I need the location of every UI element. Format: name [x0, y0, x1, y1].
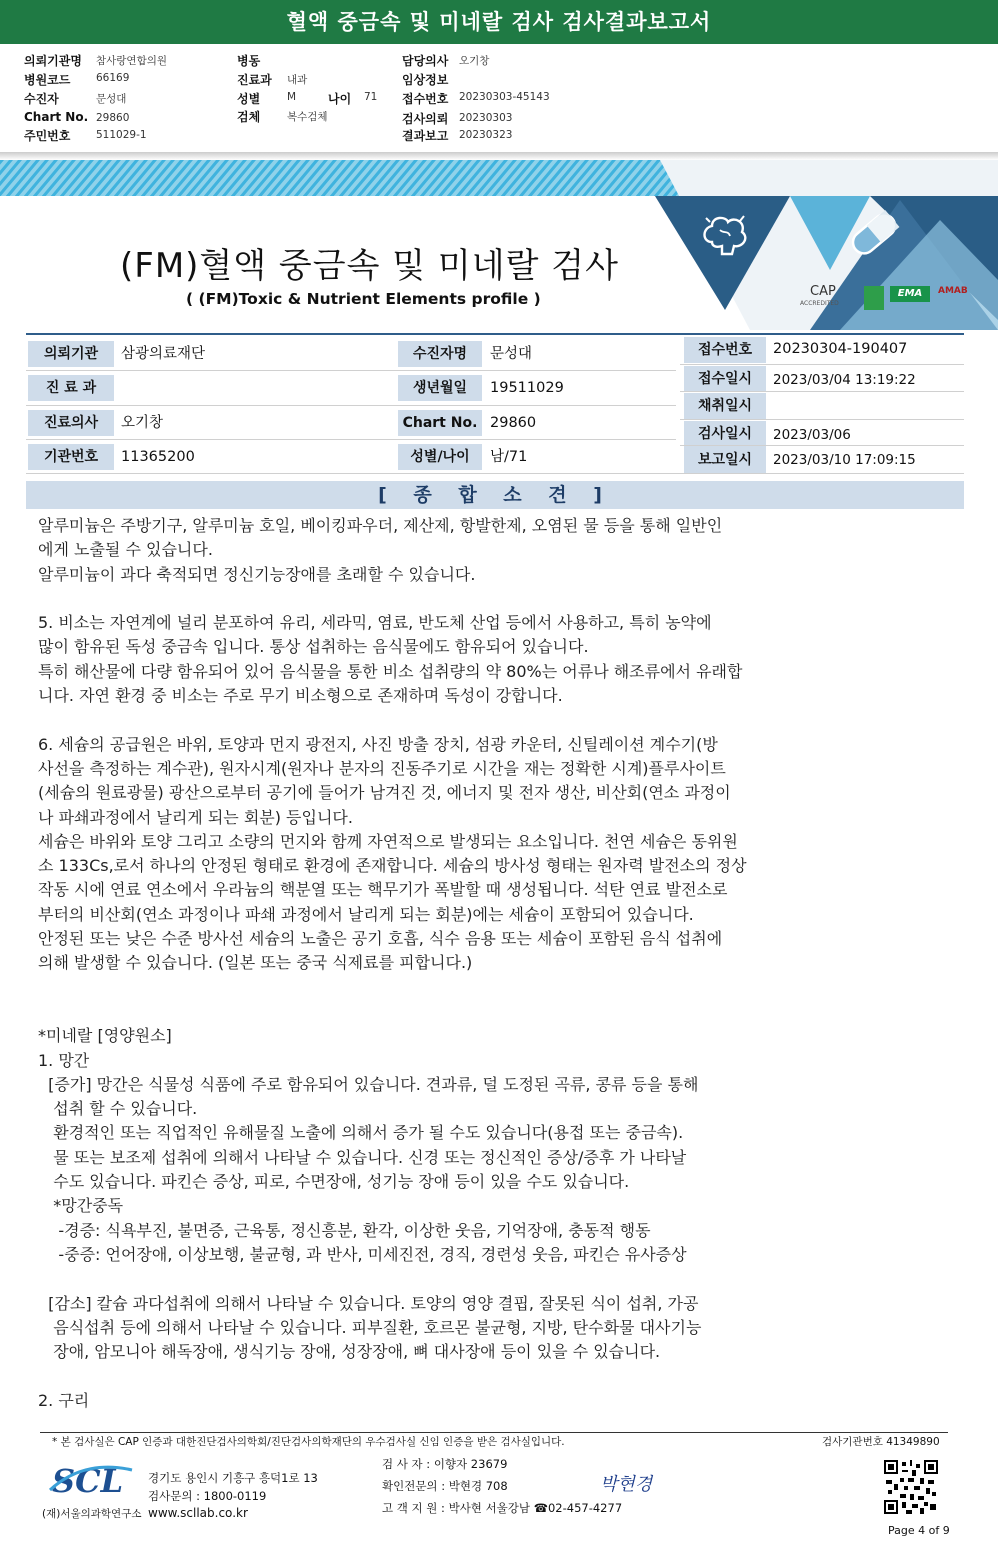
body-text-line: 소 133Cs,로서 하나의 안정된 형태로 환경에 존재합니다. 세슘의 방사성 형태는 원자력 발전소의 정상: [38, 856, 747, 876]
header-label: 임상정보: [402, 73, 449, 87]
scl-logo-swoosh: [46, 1460, 136, 1506]
header-divider-shadow: [0, 152, 998, 160]
ema-logo: EMA: [890, 286, 930, 302]
body-text-line: 물 또는 보조제 섭취에 의해서 나타날 수 있습니다. 신경 또는 정신적인 증상/증후 가 나타날: [38, 1147, 687, 1167]
row-divider: [26, 439, 676, 440]
footer-divider: [40, 1432, 948, 1433]
body-text-line: 안정된 또는 낮은 수준 방사선 세슘의 노출은 공기 호흡, 식수 음용 또는 세슘이 포함된 음식 섭취에: [38, 929, 723, 949]
body-text-line: 나 파쇄과정에서 날리게 되는 회분) 등입니다.: [38, 807, 353, 827]
header-label: 검사의뢰: [402, 112, 449, 126]
body-text-line: [38, 1000, 938, 1024]
info-value-patient: 문성대: [490, 346, 533, 362]
body-text-line: [증가] 망간은 식물성 식품에 주로 함유되어 있습니다. 견과류, 덜 도정된 곡류, 콩류 등을 통해: [38, 1074, 699, 1094]
specialist-signature: 박현경: [600, 1474, 653, 1495]
body-text-line: 세슘은 바위와 토양 그리고 소량의 먼지와 함께 자연적으로 발생되는 요소입니다. 천연 세슘은 동위원: [38, 831, 738, 851]
info-value-sex-age: 남/71: [490, 449, 528, 465]
header-label: 담당의사: [402, 54, 449, 68]
info-label-report-time: 보고일시: [684, 447, 766, 473]
report-top-banner: [0, 0, 998, 44]
header-value: 내과: [287, 74, 308, 86]
support-info: 고 객 지 원 : 박사현 서울강남 ☎02-457-4277: [382, 1501, 623, 1515]
body-text-line: -중증: 언어장애, 이상보행, 불균형, 과 반사, 미세진전, 경직, 경련성 웃음, 파킨슨 유사증상: [38, 1244, 687, 1264]
amab-logo: AMAB: [938, 286, 968, 296]
specialist-info: 확인전문의 : 박현경 708: [382, 1479, 508, 1493]
header-label: Chart No.: [24, 110, 89, 124]
info-label-test-date: 검사일시: [684, 421, 766, 447]
header-label: 진료과: [237, 73, 272, 87]
body-text-line: 수도 있습니다. 파킨슨 증상, 피로, 수면장애, 성기능 장애 등이 있을 수도 있습니다.: [38, 1172, 630, 1192]
header-value: 20230323: [459, 129, 513, 141]
body-text-line: [38, 1267, 938, 1291]
body-text-line: 환경적인 또는 직업적인 유해물질 노출에 의해서 증가 될 수도 있습니다(용접 또는 중금속).: [38, 1123, 684, 1143]
header-value: 참사랑연합의원: [96, 55, 168, 67]
header-value: 71: [364, 91, 378, 103]
lab-organization-name: (재)서울의과학연구소: [42, 1508, 142, 1520]
row-divider: [26, 473, 964, 474]
row-divider: [26, 405, 676, 406]
body-text-line: *미네랄 [영양원소]: [38, 1026, 172, 1046]
body-text-line: 에게 노출될 수 있습니다.: [38, 540, 213, 560]
header-value: M: [287, 91, 297, 103]
body-text-line: 섭취 할 수 있습니다.: [38, 1099, 198, 1119]
header-value: 복수검체: [287, 111, 328, 123]
capsule-icon: [844, 208, 904, 260]
body-text-line: 니다. 자연 환경 중 비소는 주로 무기 비소형으로 존재하며 독성이 강합니다.: [38, 686, 563, 706]
header-value: 오기창: [459, 55, 490, 67]
header-value: 20230303-45143: [459, 91, 550, 103]
header-label: 주민번호: [24, 129, 71, 143]
info-label-collection-time: 채취일시: [684, 393, 766, 419]
header-label: 검체: [237, 110, 261, 124]
body-text-line: [38, 1364, 938, 1388]
header-label: 나이: [328, 92, 352, 106]
body-text-line: 많이 함유된 독성 중금속 입니다. 통상 섭취하는 음식물에도 함유되어 있습니다.: [38, 637, 589, 657]
footer-certification-note: * 본 검사실은 CAP 인증과 대한진단검사의학회/진단검사의학재단의 우수검사실 신임 인증을 받은 검사실입니다.: [52, 1436, 565, 1448]
row-divider: [680, 391, 964, 392]
lab-website[interactable]: www.scllab.co.kr: [148, 1506, 248, 1520]
info-value-institution: 삼광의료재단: [121, 346, 206, 362]
requester-header: [0, 44, 998, 156]
body-text-line: 알루미늄은 주방기구, 알루미늄 호일, 베이킹파우더, 제산제, 항발한제, 오염된 물 등을 통해 일반인: [38, 516, 723, 535]
header-label: 결과보고: [402, 129, 449, 143]
body-text-line: 사선을 측정하는 계수관), 원자시계(원자나 분자의 진동주기로 시간을 재는 정확한 시계)플루사이트: [38, 758, 726, 778]
info-value-inst-number: 11365200: [121, 449, 195, 465]
header-value: 20230303: [459, 112, 513, 124]
info-label-inst-number: 기관번호: [28, 444, 114, 470]
report-top-title: 혈액 중금속 및 미네랄 검사 검사결과보고서: [286, 10, 712, 34]
body-text-line: 특히 해산물에 다량 함유되어 있어 음식물을 통한 비소 섭취량의 약 80%는 어류나 해조류에서 유래합: [38, 661, 743, 681]
header-value: 66169: [96, 72, 130, 84]
report-subtitle: ( (FM)Toxic & Nutrient Elements profile ): [186, 290, 541, 308]
row-divider: [680, 364, 964, 365]
body-text-line: -경증: 식욕부진, 불면증, 근육통, 정신흥분, 환각, 이상한 웃음, 기억장애, 충동적 행동: [38, 1220, 651, 1240]
header-label: 병원코드: [24, 73, 71, 87]
info-table-top-border: [26, 333, 964, 335]
info-label-physician: 진료의사: [28, 410, 114, 436]
info-value-report-time: 2023/03/10 17:09:15: [773, 452, 916, 468]
info-value-test-date: 2023/03/06: [773, 427, 851, 443]
lm-logo: [864, 286, 884, 310]
body-text-line: 6. 세슘의 공급원은 바위, 토양과 먼지 광전지, 사진 방출 장치, 섬광 카운터, 신틸레이션 계수기(방: [38, 734, 718, 754]
summary-body: [38, 514, 938, 1413]
body-text-line: 작동 시에 연료 연소에서 우라늄의 핵분열 또는 핵무기가 폭발할 때 생성됩니다. 석탄 연료 발전소로: [38, 880, 728, 900]
body-text-line: 의해 발생할 수 있습니다. (일본 또는 중국 식제료를 피합니다.): [38, 953, 473, 973]
lab-address: 경기도 용인시 기흥구 흥덕1로 13: [148, 1471, 318, 1485]
info-label-patient: 수진자명: [398, 341, 482, 367]
info-label-birthdate: 생년월일: [398, 375, 482, 401]
info-value-receipt-time: 2023/03/04 13:19:22: [773, 372, 916, 388]
row-divider: [680, 445, 964, 446]
info-label-receipt-time: 접수일시: [684, 366, 766, 392]
qr-code: [884, 1460, 938, 1514]
info-label-receipt-no: 접수번호: [684, 337, 766, 363]
body-text-line: 장애, 암모니아 해독장애, 생식기능 장애, 성장장애, 뼈 대사장애 등이 있을 수 있습니다.: [38, 1342, 661, 1362]
info-value-receipt-no: 20230304-190407: [773, 341, 908, 357]
body-text-line: [38, 587, 938, 611]
info-value-chart-no: 29860: [490, 415, 537, 431]
body-text-line: 알루미늄이 과다 축적되면 정신기능장애를 초래할 수 있습니다.: [38, 564, 476, 584]
body-text-line: [38, 708, 938, 732]
body-text-line: *망간중독: [38, 1196, 124, 1216]
tester-info: 검 사 자 : 이향자 23679: [382, 1457, 508, 1471]
body-text-line: 음식섭취 등에 의해서 나타날 수 있습니다. 피부질환, 호르몬 불균형, 지방, 탄수화물 대사기능: [38, 1317, 702, 1337]
body-text-line: [38, 976, 938, 1000]
page-number: Page 4 of 9: [888, 1524, 950, 1537]
info-value-birthdate: 19511029: [490, 380, 564, 396]
brain-icon: [700, 212, 750, 258]
row-divider: [26, 370, 676, 371]
body-text-line: 2. 구리: [38, 1390, 90, 1410]
info-label-sex-age: 성별/나이: [398, 444, 482, 470]
body-text-line: 부터의 비산회(연소 과정이나 파쇄 과정에서 날리게 되는 회분)에는 세슘이 포함되어 있습니다.: [38, 904, 694, 924]
header-label: 수진자: [24, 92, 59, 106]
scl-logo: SCL: [52, 1462, 124, 1500]
body-text-line: [감소] 칼슘 과다섭취에 의해서 나타날 수 있습니다. 토양의 영양 결핍, 잘못된 식이 섭취, 가공: [38, 1293, 699, 1313]
row-divider: [680, 419, 964, 420]
summary-section-header: [ 종 합 소 견 ]: [26, 481, 964, 509]
header-label: 병동: [237, 54, 261, 68]
header-value: 29860: [96, 112, 130, 124]
header-label: 의뢰기관명: [24, 54, 82, 68]
header-value: 511029-1: [96, 129, 147, 141]
report-title: (FM)혈액 중금속 및 미네랄 검사: [120, 246, 619, 286]
lab-phone: 검사문의 : 1800-0119: [148, 1489, 267, 1503]
footer-institution-number: 검사기관번호 41349890: [822, 1436, 940, 1448]
info-value-physician: 오기창: [121, 415, 164, 431]
header-label: 접수번호: [402, 92, 449, 106]
info-label-department: 진 료 과: [28, 375, 114, 401]
info-label-institution: 의뢰기관: [28, 341, 114, 367]
header-value: 문성대: [96, 93, 127, 105]
body-text-line: 5. 비소는 자연계에 널리 분포하여 유리, 세라믹, 염료, 반도체 산업 등에서 사용하고, 특히 농약에: [38, 613, 712, 633]
header-label: 성별: [237, 92, 261, 106]
body-text-line: (세슘의 원료광물) 광산으로부터 공기에 들어가 남겨진 것, 에너지 및 전자 생산, 비산회(연소 과정이: [38, 783, 731, 803]
info-label-chart-no: Chart No.: [398, 410, 482, 436]
body-text-line: 1. 망간: [38, 1050, 90, 1070]
